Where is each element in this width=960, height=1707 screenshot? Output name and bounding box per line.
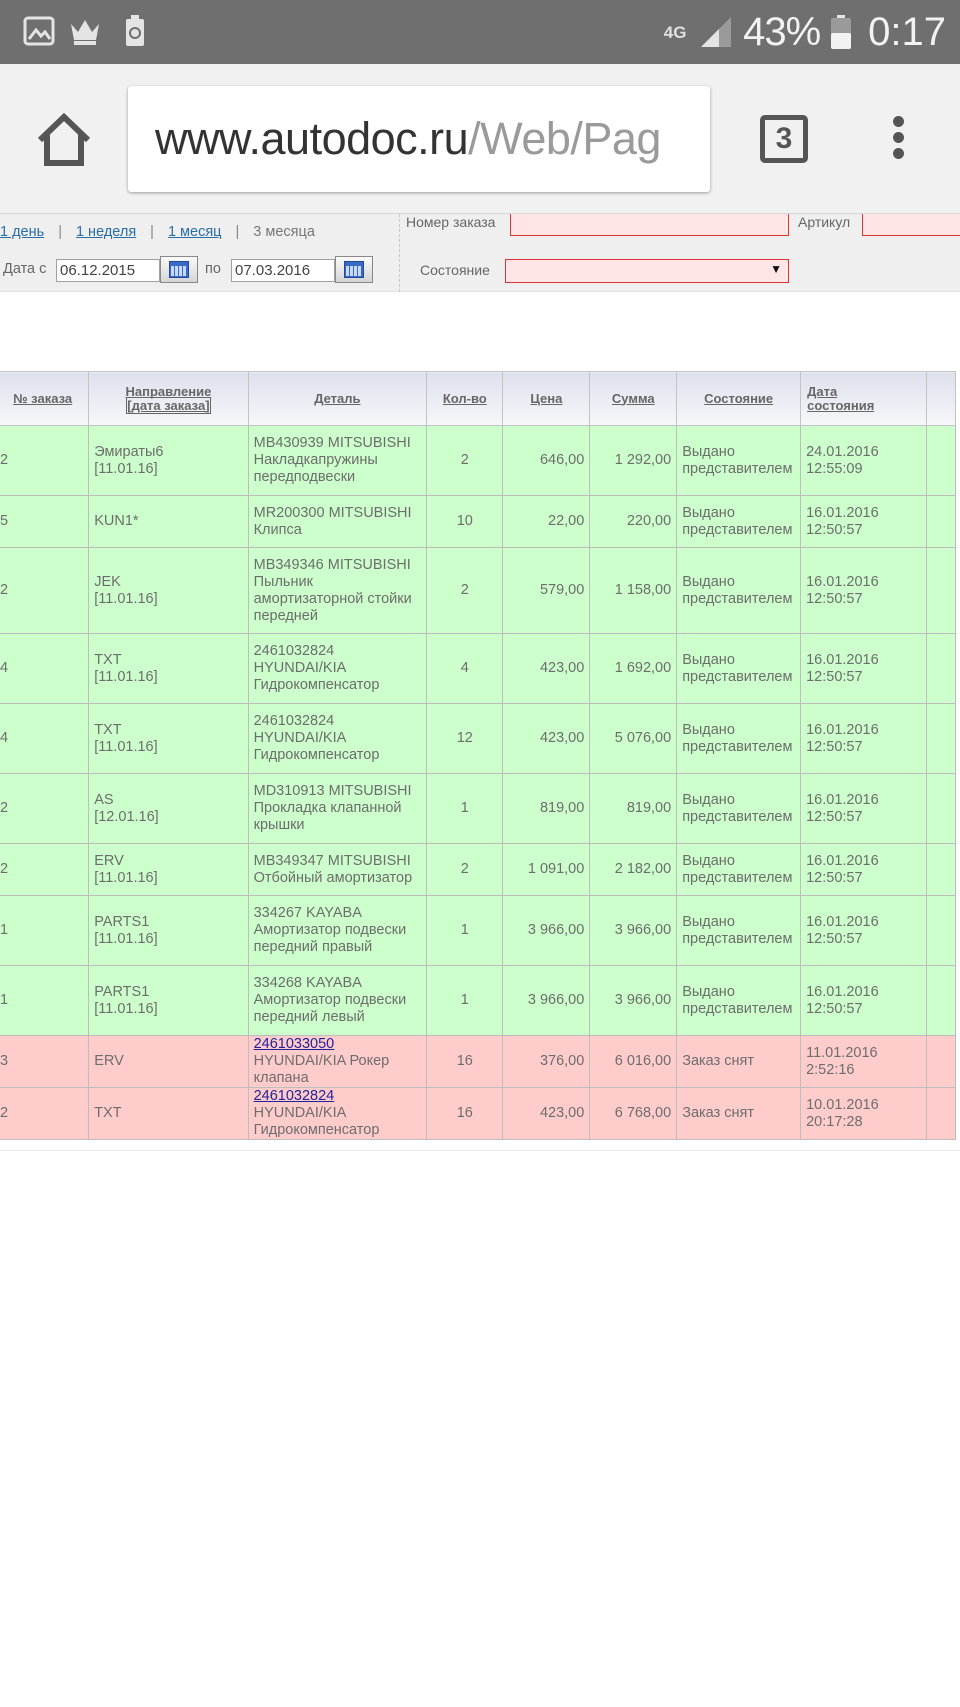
cell-detail: 334268 KAYABA Амортизатор подвески передний левый: [248, 966, 427, 1036]
url-path: /Web/Pag: [468, 113, 661, 164]
cell-sum: 819,00: [590, 774, 677, 844]
cell-sum: 6 768,00: [590, 1088, 677, 1140]
cell-extra: [926, 844, 955, 896]
table-row[interactable]: [0, 496, 956, 548]
table-row[interactable]: [0, 1088, 956, 1140]
cell-price: 22,00: [503, 496, 590, 548]
cell-status: Выдано представителем: [677, 704, 801, 774]
url-bar[interactable]: [128, 86, 710, 192]
cell-qty: 4: [427, 634, 503, 704]
order-number-label: Номер заказа: [406, 214, 496, 230]
cell-detail: MB349346 MITSUBISHI Пыльник амортизаторной стойки передней: [248, 548, 427, 634]
signal-icon: [699, 15, 733, 49]
gallery-icon: [22, 14, 56, 48]
cell-status-date: 16.01.2016 12:50:57: [801, 844, 927, 896]
cell-detail: MB430939 MITSUBISHI Накладкапружины передподвески: [248, 426, 427, 496]
cell-status: Выдано представителем: [677, 844, 801, 896]
cell-sum: 2 182,00: [590, 844, 677, 896]
cell-price: 646,00: [503, 426, 590, 496]
cell-extra: [926, 1088, 955, 1140]
table-row[interactable]: [0, 634, 956, 704]
cell-extra: [926, 774, 955, 844]
cell-qty: 2: [427, 844, 503, 896]
cell-status: Выдано представителем: [677, 548, 801, 634]
chevron-down-icon: ▼: [770, 262, 782, 276]
period-3-months-active: 3 месяца: [253, 224, 315, 240]
cell-detail: MD310913 MITSUBISHI Прокладка клапанной крышки: [248, 774, 427, 844]
cell-price: 423,00: [503, 704, 590, 774]
period-1-week-link[interactable]: 1 неделя: [75, 224, 137, 240]
cell-order-no: 2: [0, 426, 89, 496]
date-to-label: по: [205, 261, 221, 277]
cell-extra: [926, 704, 955, 774]
home-icon[interactable]: [36, 112, 92, 168]
date-from-input[interactable]: 06.12.2015: [56, 259, 160, 282]
cell-status-date: 16.01.2016 12:50:57: [801, 634, 927, 704]
cell-detail: 2461032824 HYUNDAI/KIA Гидрокомпенсатор: [248, 634, 427, 704]
cell-order-no: 3: [0, 1036, 89, 1088]
col-qty[interactable]: Кол-во: [427, 372, 503, 426]
cell-status-date: 16.01.2016 12:50:57: [801, 774, 927, 844]
col-sum[interactable]: Сумма: [590, 372, 677, 426]
cell-direction: TXT [11.01.16]: [89, 704, 248, 774]
cell-order-no: 2: [0, 548, 89, 634]
cell-extra: [926, 426, 955, 496]
table-row[interactable]: [0, 774, 956, 844]
cell-extra: [926, 1036, 955, 1088]
cell-extra: [926, 896, 955, 966]
col-detail[interactable]: Деталь: [248, 372, 427, 426]
cell-sum: 3 966,00: [590, 896, 677, 966]
cell-order-no: 5: [0, 496, 89, 548]
cell-order-no: 2: [0, 774, 89, 844]
cell-status-date: 16.01.2016 12:50:57: [801, 704, 927, 774]
cell-sum: 220,00: [590, 496, 677, 548]
cell-status: Выдано представителем: [677, 426, 801, 496]
table-row[interactable]: [0, 704, 956, 774]
status-bar: [0, 0, 960, 64]
cell-order-no: 1: [0, 966, 89, 1036]
cell-direction: AS [12.01.16]: [89, 774, 248, 844]
date-from-label: Дата с: [3, 261, 47, 277]
cell-direction: ERV [11.01.16]: [89, 844, 248, 896]
cell-direction: TXT: [89, 1088, 248, 1140]
cell-detail: 334267 KAYABA Амортизатор подвески передний правый: [248, 896, 427, 966]
cell-detail: 2461032824 HYUNDAI/KIA Гидрокомпенсатор: [248, 1088, 427, 1140]
cell-price: 423,00: [503, 634, 590, 704]
cell-status: Заказ снят: [677, 1088, 801, 1140]
cell-status-date: 24.01.2016 12:55:09: [801, 426, 927, 496]
cell-detail: MB349347 MITSUBISHI Отбойный амортизатор: [248, 844, 427, 896]
cell-direction: ERV: [89, 1036, 248, 1088]
cell-detail: MR200300 MITSUBISHI Клипса: [248, 496, 427, 548]
cell-status-date: 16.01.2016 12:50:57: [801, 548, 927, 634]
period-1-month-link[interactable]: 1 месяц: [167, 224, 222, 240]
cell-order-no: 1: [0, 896, 89, 966]
orders-table: [0, 371, 956, 1140]
cell-detail: 2461032824 HYUNDAI/KIA Гидрокомпенсатор: [248, 704, 427, 774]
cell-qty: 2: [427, 548, 503, 634]
col-order-no[interactable]: № заказа: [0, 372, 89, 426]
date-from-calendar-icon[interactable]: [160, 256, 198, 283]
page-bottom-divider: [0, 1150, 960, 1151]
order-number-input[interactable]: [510, 214, 789, 236]
table-row[interactable]: [0, 844, 956, 896]
filter-panel: [0, 214, 960, 292]
battery-percent: 43%: [743, 9, 821, 54]
table-row[interactable]: [0, 548, 956, 634]
cell-order-no: 2: [0, 844, 89, 896]
cell-status-date: 16.01.2016 12:50:57: [801, 496, 927, 548]
article-link[interactable]: 2461033050: [253, 1036, 335, 1052]
crown-icon: [68, 14, 102, 48]
cell-extra: [926, 496, 955, 548]
col-status-date[interactable]: Дата состояния: [801, 372, 927, 426]
cell-direction: TXT [11.01.16]: [89, 634, 248, 704]
table-header-row: [0, 372, 956, 426]
cell-order-no: 4: [0, 704, 89, 774]
cell-direction: JEK [11.01.16]: [89, 548, 248, 634]
cell-direction: PARTS1 [11.01.16]: [89, 896, 248, 966]
cell-qty: 16: [427, 1036, 503, 1088]
divider: [399, 214, 400, 292]
cell-status: Выдано представителем: [677, 496, 801, 548]
clock: 0:17: [868, 9, 946, 54]
cell-sum: 1 292,00: [590, 426, 677, 496]
cell-price: 3 966,00: [503, 966, 590, 1036]
period-1-day-link[interactable]: 1 день: [0, 224, 45, 240]
cell-status: Выдано представителем: [677, 774, 801, 844]
cell-price: 1 091,00: [503, 844, 590, 896]
cell-sum: 1 692,00: [590, 634, 677, 704]
cell-status-date: 10.01.2016 20:17:28: [801, 1088, 927, 1140]
col-status[interactable]: Состояние: [677, 372, 801, 426]
battery-icon: [830, 14, 852, 50]
cell-sum: 6 016,00: [590, 1036, 677, 1088]
cell-direction: KUN1*: [89, 496, 248, 548]
col-direction[interactable]: Направление [дата заказа]: [89, 372, 248, 426]
cell-direction: PARTS1 [11.01.16]: [89, 966, 248, 1036]
cell-price: 423,00: [503, 1088, 590, 1140]
cell-price: 3 966,00: [503, 896, 590, 966]
table-row[interactable]: [0, 966, 956, 1036]
table-row[interactable]: [0, 1036, 956, 1088]
cell-price: 819,00: [503, 774, 590, 844]
cell-order-no: 2: [0, 1088, 89, 1140]
cell-qty: 1: [427, 774, 503, 844]
cell-status: Выдано представителем: [677, 634, 801, 704]
period-selector: 1 день | 1 неделя | 1 месяц | 3 месяца: [0, 224, 315, 240]
article-link[interactable]: 2461032824: [253, 1088, 335, 1104]
date-to-calendar-icon[interactable]: [335, 256, 373, 283]
status-label: Состояние: [420, 262, 490, 278]
recycle-battery-icon: [118, 14, 152, 48]
cell-extra: [926, 548, 955, 634]
cell-extra: [926, 966, 955, 1036]
cell-price: 579,00: [503, 548, 590, 634]
cell-sum: 5 076,00: [590, 704, 677, 774]
cell-status: Заказ снят: [677, 1036, 801, 1088]
cell-price: 376,00: [503, 1036, 590, 1088]
cell-order-no: 4: [0, 634, 89, 704]
overflow-menu-icon[interactable]: [888, 116, 908, 166]
cell-qty: 1: [427, 966, 503, 1036]
cell-qty: 2: [427, 426, 503, 496]
col-extra: [926, 372, 955, 426]
article-input[interactable]: [862, 214, 960, 236]
cell-direction: Эмираты6 [11.01.16]: [89, 426, 248, 496]
cell-qty: 1: [427, 896, 503, 966]
cell-status-date: 16.01.2016 12:50:57: [801, 896, 927, 966]
table-row[interactable]: [0, 426, 956, 496]
col-price[interactable]: Цена: [503, 372, 590, 426]
url-host: www.autodoc.ru: [155, 113, 469, 164]
cell-extra: [926, 634, 955, 704]
table-row[interactable]: [0, 896, 956, 966]
cell-status-date: 16.01.2016 12:50:57: [801, 966, 927, 1036]
date-to-input[interactable]: 07.03.2016: [231, 259, 335, 282]
network-type: 4G: [663, 22, 687, 42]
browser-toolbar: [0, 64, 960, 214]
cell-status-date: 11.01.2016 2:52:16: [801, 1036, 927, 1088]
cell-qty: 10: [427, 496, 503, 548]
cell-sum: 1 158,00: [590, 548, 677, 634]
cell-detail: 2461033050 HYUNDAI/KIA Рокер клапана: [248, 1036, 427, 1088]
cell-status: Выдано представителем: [677, 966, 801, 1036]
cell-status: Выдано представителем: [677, 896, 801, 966]
cell-qty: 16: [427, 1088, 503, 1140]
status-select[interactable]: [505, 259, 789, 283]
cell-qty: 12: [427, 704, 503, 774]
article-label: Артикул: [798, 214, 851, 230]
tabs-count-button[interactable]: 3: [760, 115, 808, 163]
cell-sum: 3 966,00: [590, 966, 677, 1036]
